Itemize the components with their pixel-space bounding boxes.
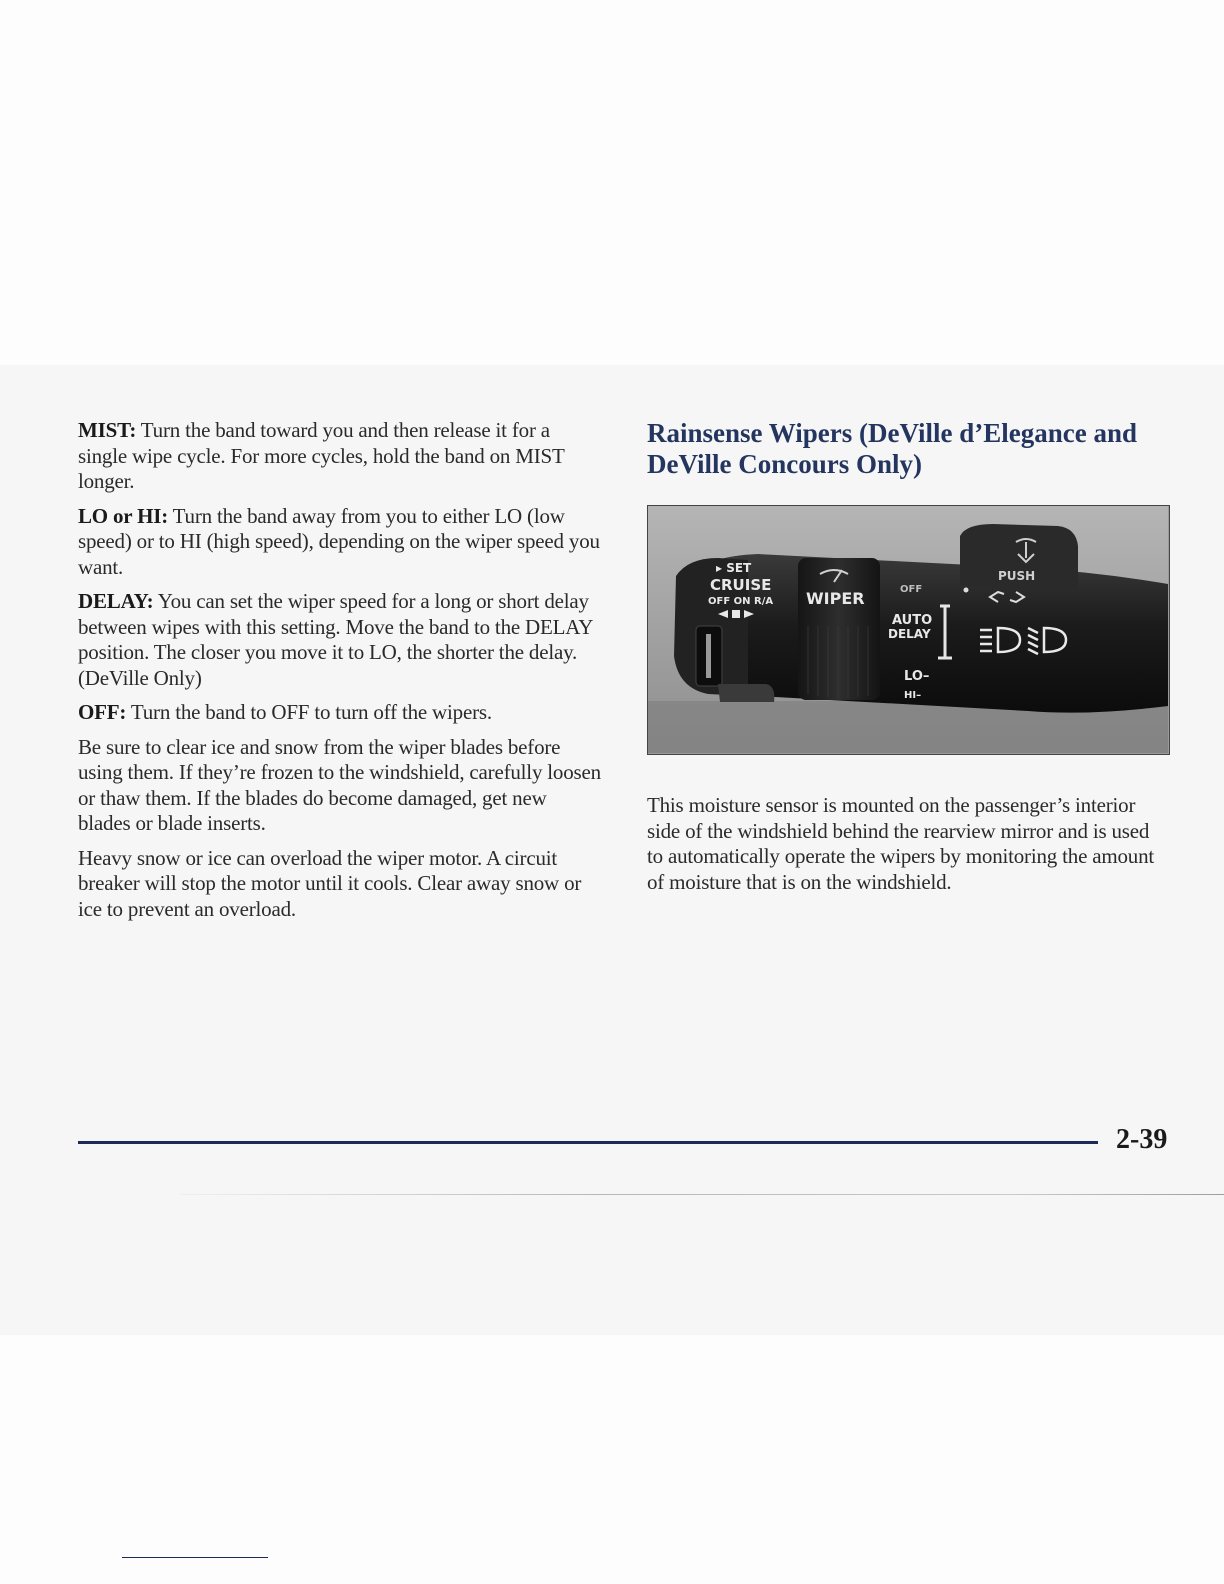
label-off-on-ra: OFF ON R/A — [708, 596, 774, 607]
text-off: Turn the band to OFF to turn off the wipers. — [126, 700, 492, 724]
term-lo-hi: LO or HI: — [78, 503, 168, 528]
label-off: OFF — [900, 584, 923, 595]
footer-rule — [78, 1141, 1098, 1144]
label-set: ▸ SET — [716, 561, 752, 575]
bottom-rule-stub — [122, 1557, 268, 1558]
label-push: PUSH — [998, 569, 1036, 583]
text-overload: Heavy snow or ice can overload the wiper motor. A circuit breaker will stop the motor until it cools. Clear away snow or ice to prevent an overload. — [78, 845, 582, 921]
wiper-stalk-photo — [647, 505, 1170, 755]
paragraph-ice-snow — [78, 735, 602, 837]
paragraph-off — [78, 700, 602, 726]
label-wiper: WIPER — [806, 589, 865, 608]
section-heading: Rainsense Wipers (DeVille d’Elegance and DeVille Concours Only) — [647, 418, 1138, 479]
term-mist: MIST: — [78, 418, 137, 442]
paragraph-mist — [78, 418, 602, 495]
paragraph-lo-hi — [78, 504, 602, 581]
paragraph-delay — [78, 589, 602, 691]
label-hi: HI– — [904, 690, 922, 701]
paragraph-overload — [78, 846, 602, 923]
label-delay: DELAY — [888, 627, 931, 641]
left-column — [78, 418, 602, 931]
text-delay: You can set the wiper speed for a long or short delay between wipes with this setting. Move the band to the DELAY position. The closer you move it to LO, the shorter the delay. (DeVille Only) — [78, 589, 593, 690]
label-lo: LO– — [904, 669, 930, 684]
text-ice-snow: Be sure to clear ice and snow from the wiper blades before using them. If they’re frozen to the windshield, carefully loosen or thaw them. If the blades do become damaged, get new blades or blade inserts. — [78, 734, 601, 835]
label-cruise: CRUISE — [710, 576, 772, 594]
right-column — [647, 418, 1172, 480]
page-number: 2-39 — [1116, 1124, 1168, 1155]
term-off: OFF: — [78, 700, 127, 724]
wiper-stalk-illustration — [648, 506, 1168, 753]
label-auto: AUTO — [892, 613, 933, 628]
text-lo-hi: Turn the band away from you to either LO (low speed) or to HI (high speed), depending on the wiper speed you want. — [78, 503, 600, 579]
photo-caption: This moisture sensor is mounted on the passenger’s interior side of the windshield behind the rearview mirror and is used to automatically operate the wipers by monitoring the amount of moisture that is on the windshield. — [647, 793, 1155, 894]
term-delay: DELAY: — [78, 589, 154, 613]
text-mist: Turn the band toward you and then release it for a single wipe cycle. For more cycles, hold the band on MIST longer. — [78, 418, 565, 493]
scan-artifact-line — [180, 1194, 1224, 1195]
